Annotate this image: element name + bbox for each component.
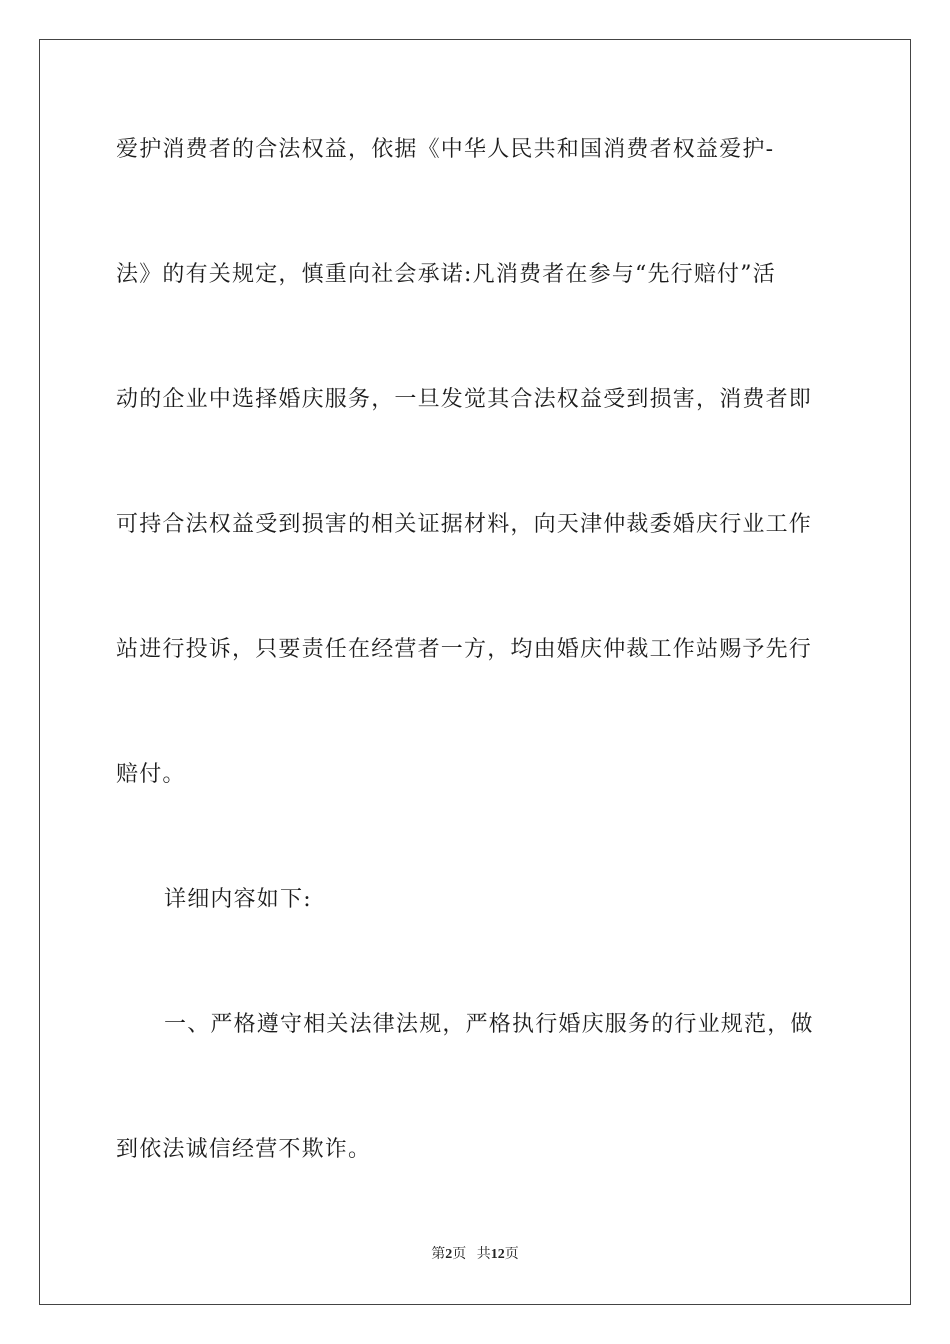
- body-line-3: 动的企业中选择婚庆服务，一旦发觉其合法权益受到损害，消费者即: [116, 387, 813, 412]
- page-number: 2: [445, 1247, 453, 1262]
- page-suffix: 页: [452, 1247, 467, 1262]
- total-prefix: 共: [476, 1247, 491, 1262]
- section-intro: 详细内容如下:: [164, 887, 312, 912]
- body-line-1: 爱护消费者的合法权益，依据《中华人民共和国消费者权益爱护-: [116, 137, 775, 162]
- clause-1-line-2: 到依法诚信经营不欺诈。: [116, 1137, 372, 1162]
- total-suffix: 页: [504, 1247, 519, 1262]
- body-line-2: 法》的有关规定，慎重向社会承诺:凡消费者在参与“先行赔付”活: [116, 262, 776, 287]
- page-prefix: 第: [431, 1247, 446, 1262]
- page-border: [39, 39, 911, 1305]
- clause-1-line-1: 一、严格遵守相关法律法规，严格执行婚庆服务的行业规范，做: [164, 1012, 814, 1037]
- page-footer: [0, 1245, 950, 1265]
- total-pages: 12: [490, 1247, 505, 1262]
- body-line-4: 可持合法权益受到损害的相关证据材料，向天津仲裁委婚庆行业工作: [116, 512, 813, 537]
- body-line-5: 站进行投诉，只要责任在经营者一方，均由婚庆仲裁工作站赐予先行: [116, 637, 813, 662]
- body-line-6: 赔付。: [116, 762, 186, 787]
